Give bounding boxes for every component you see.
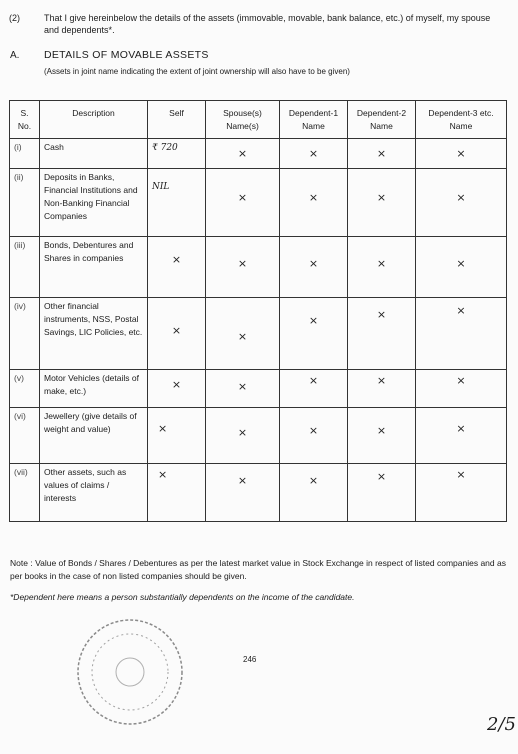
cross-mark: × [376,147,387,160]
cross-mark: × [456,422,466,435]
section-title: DETAILS OF MOVABLE ASSETS [44,49,209,61]
cross-mark: × [237,191,248,204]
note-text: Value of Bonds / Shares / Debentures as per the latest market value in Stock Exchange in respect of listed companies and as per books in the case of non listed companies should be given. [10,558,506,581]
row-number: (iv) [10,298,40,370]
movable-assets-table [9,100,507,522]
cross-mark: × [237,380,248,393]
cross-mark: × [308,147,319,160]
cross-mark: × [456,304,466,317]
table-row [10,169,507,237]
note [10,557,506,583]
cross-mark: × [376,470,387,483]
section-subtitle: (Assets in joint name indicating the extent of joint ownership will also have to be given) [44,67,350,76]
cross-mark: × [171,378,182,391]
cross-mark: × [456,191,466,204]
header-dependent-3: Dependent-3 etc. Name [416,101,507,139]
cross-mark: × [376,308,387,321]
cross-mark: × [376,374,387,387]
cross-mark: × [456,147,466,160]
intro-text: That I give hereinbelow the details of the assets (immovable, movable, bank balance, etc.) of myself, my spouse and dependents*. [44,13,491,35]
intro-number: (2) [9,13,20,23]
header-dependent-2: Dependent-2 Name [348,101,416,139]
cross-mark: × [308,191,319,204]
row-number: (i) [10,139,40,169]
cross-mark: × [237,426,248,439]
cross-mark: × [456,257,466,270]
row-number: (vii) [10,464,40,522]
cross-mark: × [456,374,466,387]
cross-mark: × [376,424,387,437]
row-number: (iii) [10,237,40,298]
row-description: Jewellery (give details of weight and value) [40,408,148,464]
row-description: Other assets, such as values of claims / interests [40,464,148,522]
row-description: Deposits in Banks, Financial Institutions and Non-Banking Financial Companies [40,169,148,237]
self-value: NIL [152,182,170,192]
header-dependent-1: Dependent-1 Name [280,101,348,139]
cross-mark: × [158,468,168,481]
cross-mark: × [237,147,248,160]
cross-mark: × [376,257,387,270]
cross-mark: × [456,468,466,481]
footnote: *Dependent here means a person substantially dependents on the income of the candidate. [10,592,355,602]
cross-mark: × [237,257,248,270]
table-row [10,408,507,464]
cross-mark: × [308,257,319,270]
table-row [10,237,507,298]
cross-mark: × [171,324,182,337]
row-description: Cash [40,139,148,169]
cross-mark: × [308,474,319,487]
table-row [10,370,507,408]
official-stamp [70,610,190,735]
section-letter: A. [10,50,20,61]
page-mark: 2/5 [487,714,516,735]
cross-mark: × [376,191,387,204]
row-description: Bonds, Debentures and Shares in companies [40,237,148,298]
cross-mark: × [308,314,319,327]
row-number: (v) [10,370,40,408]
page-number: 246 [243,655,257,664]
header-spouse: Spouse(s) Name(s) [206,101,280,139]
table-row [10,464,507,522]
cross-mark: × [237,474,248,487]
note-label: Note : [10,558,33,568]
table-header-row [10,101,507,139]
cross-mark: × [171,253,182,266]
row-description: Motor Vehicles (details of make, etc.) [40,370,148,408]
cross-mark: × [308,424,319,437]
cross-mark: × [158,422,168,435]
row-number: (vi) [10,408,40,464]
row-number: (ii) [10,169,40,237]
header-description: Description [40,101,148,139]
cross-mark: × [237,330,248,343]
table-row [10,139,507,169]
self-value: ₹ 720 [152,143,178,153]
header-self: Self [148,101,206,139]
table-row [10,298,507,370]
cross-mark: × [308,374,319,387]
header-sno: S. No. [10,101,40,139]
row-description: Other financial instruments, NSS, Postal Savings, LIC Policies, etc. [40,298,148,370]
